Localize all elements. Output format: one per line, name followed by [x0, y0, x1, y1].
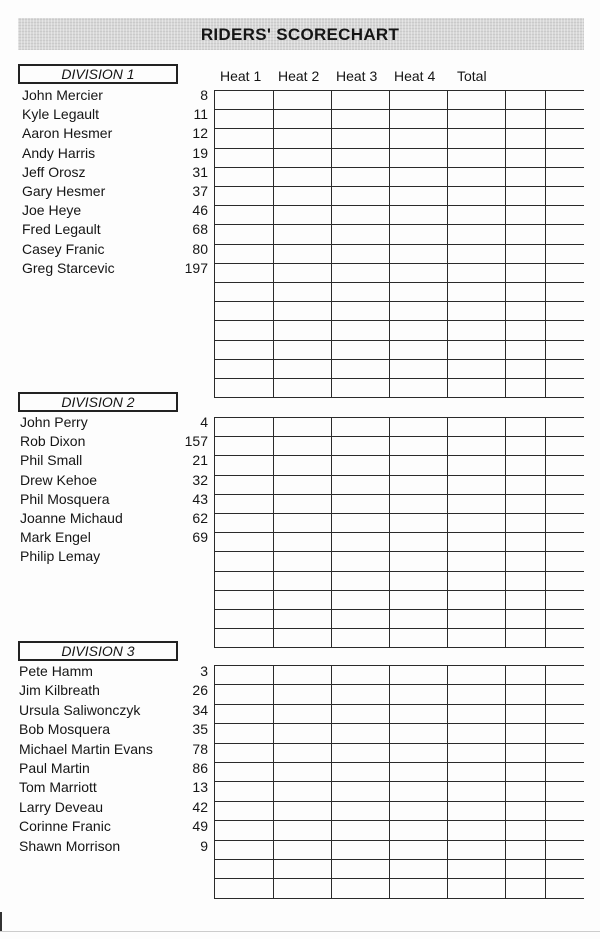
rider-name: Andy Harris: [22, 144, 96, 161]
rider-name: Phil Mosquera: [20, 490, 110, 507]
rider-name: Corinne Franic: [19, 818, 111, 835]
rider-name: John Mercier: [22, 87, 103, 103]
rider-row: [0, 414, 220, 433]
grid-column-line: [447, 665, 448, 898]
rider-row: [0, 818, 220, 837]
division-3-label: DIVISION 3: [18, 641, 178, 661]
rider-number: 26: [192, 682, 208, 699]
grid-row-line: [214, 840, 584, 841]
rider-number: 21: [192, 452, 208, 469]
rider-name: Casey Franic: [22, 240, 105, 257]
rider-name: Aaron Hesmer: [22, 125, 113, 142]
grid-row-line: [214, 148, 584, 149]
rider-name: Pete Hamm: [19, 663, 93, 679]
rider-name: Larry Deveau: [19, 798, 104, 815]
grid-row-line: [214, 590, 584, 591]
rider-number: 46: [192, 202, 208, 219]
grid-row-line: [214, 263, 584, 264]
rider-name: Philip Lemay: [20, 548, 101, 565]
rider-number: 32: [192, 471, 208, 488]
rider-name: Gary Hesmer: [22, 183, 106, 199]
grid-row-line: [214, 455, 584, 456]
grid-row-line: [214, 397, 584, 398]
rider-number: 9: [200, 837, 208, 854]
rider-number: 19: [192, 144, 208, 161]
grid-row-line: [214, 551, 584, 552]
grid-row-line: [214, 647, 584, 648]
grid-row-line: [214, 801, 584, 802]
grid-row-line: [214, 167, 584, 168]
rider-row: [0, 472, 220, 491]
grid-row-line: [214, 109, 584, 110]
rider-number: 197: [184, 259, 208, 276]
grid-row-line: [214, 224, 584, 225]
rider-name: Mark Engel: [20, 529, 91, 546]
grid-row-line: [214, 665, 584, 666]
grid-column-line: [545, 417, 546, 647]
grid-column-line: [214, 665, 215, 898]
rider-name: Joe Heye: [22, 202, 82, 219]
rider-number: 4: [200, 414, 208, 430]
rider-name: Tom Marriott: [19, 779, 97, 796]
rider-row: [0, 260, 220, 279]
grid-row-line: [214, 128, 584, 129]
grid-column-line: [331, 417, 332, 647]
page-edge-mark: [0, 912, 2, 932]
rider-row: [0, 779, 220, 798]
grid-column-line: [447, 417, 448, 647]
grid-column-line: [273, 90, 274, 397]
grid-row-line: [214, 378, 584, 379]
rider-name: Rob Dixon: [20, 433, 86, 450]
rider-name: Fred Legault: [22, 221, 101, 238]
grid-row-line: [214, 282, 584, 283]
rider-number: 8: [200, 87, 208, 103]
rider-name: Jim Kilbreath: [19, 682, 100, 699]
rider-number: 13: [192, 779, 208, 796]
rider-number: 35: [192, 721, 208, 738]
grid-row-line: [214, 609, 584, 610]
rider-row: [0, 106, 220, 125]
rider-row: [0, 87, 220, 106]
rider-row: [0, 164, 220, 183]
division-1-label: DIVISION 1: [18, 64, 178, 84]
grid-column-line: [214, 90, 215, 397]
grid-row-line: [214, 571, 584, 572]
grid-row-line: [214, 301, 584, 302]
grid-column-line: [273, 665, 274, 898]
grid-row-line: [214, 436, 584, 437]
score-grid-division-2[interactable]: [214, 417, 584, 647]
header-heat-3: Heat 3: [336, 68, 378, 84]
grid-row-line: [214, 186, 584, 187]
rider-name: Phil Small: [20, 452, 83, 469]
rider-row: [0, 241, 220, 260]
grid-row-line: [214, 513, 584, 514]
grid-row-line: [214, 628, 584, 629]
rider-name: Kyle Legault: [22, 106, 100, 123]
rider-number: 31: [192, 163, 208, 180]
rider-row: [0, 548, 220, 567]
rider-number: 42: [192, 798, 208, 815]
bottom-rule: [0, 931, 600, 932]
grid-row-line: [214, 320, 584, 321]
grid-row-line: [214, 820, 584, 821]
rider-name: Joanne Michaud: [20, 510, 123, 526]
rider-number: 3: [200, 663, 208, 679]
rider-number: 78: [192, 740, 208, 757]
grid-row-line: [214, 743, 584, 744]
grid-column-line: [389, 90, 390, 397]
rider-name: John Perry: [20, 414, 88, 430]
grid-row-line: [214, 359, 584, 360]
rider-name: Bob Mosquera: [19, 721, 111, 738]
rider-row: [0, 125, 220, 144]
rider-number: 34: [192, 701, 208, 718]
header-heat-4: Heat 4: [394, 68, 436, 84]
grid-column-line: [505, 665, 506, 898]
rider-number: 69: [192, 529, 208, 546]
grid-column-line: [331, 665, 332, 898]
grid-column-line: [389, 417, 390, 647]
grid-row-line: [214, 704, 584, 705]
rider-name: Michael Martin Evans: [19, 740, 153, 757]
rider-row: [0, 721, 220, 740]
grid-row-line: [214, 244, 584, 245]
rider-row: [0, 433, 220, 452]
rider-row: [0, 682, 220, 701]
rider-row: [0, 491, 220, 510]
rider-number: 11: [193, 106, 208, 123]
rider-row: [0, 838, 220, 857]
rider-number: 157: [184, 433, 208, 450]
grid-row-line: [214, 340, 584, 341]
rider-number: 86: [192, 760, 208, 776]
grid-row-line: [214, 205, 584, 206]
grid-column-line: [447, 90, 448, 397]
division-2-label: DIVISION 2: [18, 392, 178, 412]
grid-row-line: [214, 781, 584, 782]
grid-row-line: [214, 762, 584, 763]
grid-row-line: [214, 90, 584, 91]
rider-number: 37: [192, 183, 208, 199]
rider-row: [0, 529, 220, 548]
grid-column-line: [389, 665, 390, 898]
grid-row-line: [214, 723, 584, 724]
grid-row-line: [214, 494, 584, 495]
page-title: RIDERS' SCORECHART: [200, 25, 400, 44]
grid-row-line: [214, 475, 584, 476]
rider-number: 49: [192, 818, 208, 835]
rider-number: 12: [192, 125, 208, 142]
grid-column-line: [545, 90, 546, 397]
rider-row: [0, 145, 220, 164]
rider-name: Drew Kehoe: [20, 471, 98, 488]
grid-column-line: [505, 417, 506, 647]
rider-name: Shawn Morrison: [19, 837, 121, 854]
rider-row: [0, 741, 220, 760]
grid-row-line: [214, 532, 584, 533]
grid-column-line: [331, 90, 332, 397]
rider-row: [0, 663, 220, 682]
rider-number: 68: [192, 221, 208, 238]
rider-name: Ursula Saliwonczyk: [19, 701, 141, 718]
rider-row: [0, 760, 220, 779]
rider-name: Paul Martin: [19, 760, 90, 776]
rider-row: [0, 202, 220, 221]
rider-row: [0, 510, 220, 529]
grid-row-line: [214, 417, 584, 418]
rider-row: [0, 183, 220, 202]
score-grid-division-3[interactable]: [214, 665, 584, 898]
grid-column-line: [505, 90, 506, 397]
grid-row-line: [214, 898, 584, 899]
rider-row: [0, 221, 220, 240]
grid-column-line: [545, 665, 546, 898]
rider-row: [0, 799, 220, 818]
header-heat-2: Heat 2: [278, 68, 320, 84]
rider-row: [0, 452, 220, 471]
rider-name: Greg Starcevic: [22, 259, 115, 276]
rider-number: 62: [192, 510, 208, 526]
grid-column-line: [214, 417, 215, 647]
header-heat-1: Heat 1: [220, 68, 262, 84]
rider-name: Jeff Orosz: [22, 163, 86, 180]
grid-column-line: [273, 417, 274, 647]
rider-number: 43: [192, 490, 208, 507]
rider-row: [0, 702, 220, 721]
grid-row-line: [214, 878, 584, 879]
grid-row-line: [214, 859, 584, 860]
rider-number: 80: [192, 240, 208, 257]
grid-row-line: [214, 684, 584, 685]
header-total: Total: [457, 68, 487, 84]
score-grid-division-1[interactable]: [214, 90, 584, 397]
